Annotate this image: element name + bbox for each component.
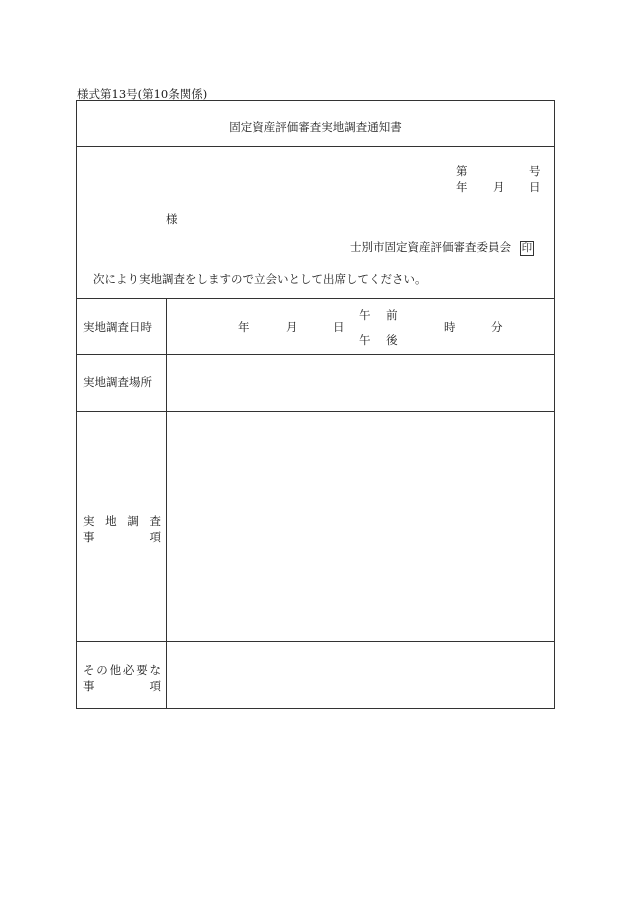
char: 事	[83, 530, 95, 544]
other-label-line2	[83, 678, 161, 694]
form-number: 様式第13号(第10条関係)	[77, 87, 208, 101]
seal-mark: 印	[521, 242, 533, 254]
char: の	[96, 663, 108, 677]
char: 実	[83, 514, 95, 528]
other-label-line1	[83, 662, 161, 678]
date-hi: 日	[529, 180, 541, 194]
notice-text: 次により実地調査をしますので立会いとして出席してください。	[93, 272, 427, 286]
datetime-hi: 日	[333, 320, 345, 334]
place-label: 実地調査場所	[83, 375, 152, 389]
datetime-label: 実地調査日時	[83, 320, 152, 334]
char: 他	[109, 663, 122, 677]
char: 項	[149, 530, 161, 544]
date-nen: 年	[456, 180, 468, 194]
gozen-label: 午 前	[359, 308, 404, 322]
char: 地	[105, 514, 117, 528]
number-go: 号	[529, 164, 541, 178]
char: 査	[149, 514, 161, 528]
issuer-text: 士別市固定資産評価審査委員会	[350, 240, 511, 254]
number-dai: 第	[456, 164, 468, 178]
document-title: 固定資産評価審査実地調査通知書	[229, 120, 402, 134]
char: 必	[122, 663, 135, 677]
char: 要	[136, 663, 148, 677]
date-tsuki: 月	[493, 180, 505, 194]
char: 調	[127, 514, 139, 528]
divider	[77, 146, 554, 147]
divider	[77, 298, 554, 299]
datetime-ji: 時	[444, 320, 456, 334]
datetime-tsuki: 月	[286, 320, 298, 334]
addressee-sama: 様	[166, 212, 178, 226]
char: 項	[149, 679, 161, 693]
issuer-name	[350, 239, 534, 256]
column-divider	[166, 299, 167, 708]
items-label-line1	[83, 513, 161, 529]
datetime-fun: 分	[491, 320, 503, 334]
gogo-label: 午 後	[359, 333, 404, 347]
items-label-line2	[83, 529, 161, 545]
char: そ	[83, 663, 95, 677]
divider	[77, 354, 554, 355]
divider	[77, 641, 554, 642]
divider	[77, 411, 554, 412]
form-frame	[76, 100, 555, 709]
char: な	[149, 663, 161, 677]
datetime-nen: 年	[238, 320, 250, 334]
char: 事	[83, 679, 95, 693]
